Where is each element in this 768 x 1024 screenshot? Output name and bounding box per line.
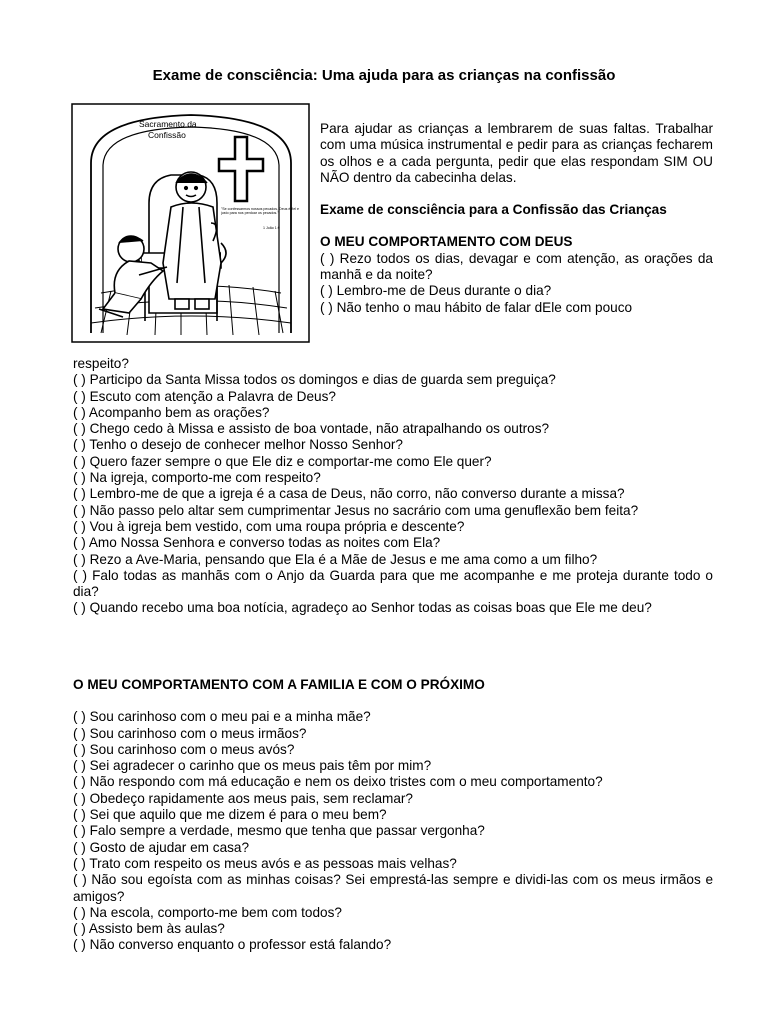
confession-illustration (71, 103, 310, 343)
intro-paragraph: Para ajudar as crianças a lembrarem de suas faltas. Trabalhar com uma música instrumental e pedir para as crianças fecharem os olhos e a cada pergunta, pedir que elas respondam SIM OU NÃO dentro da cabecinha delas. (320, 121, 713, 185)
checklist-item: ( ) Não passo pelo altar sem cumprimentar Jesus no sacrário com uma genuflexão bem feita? (73, 502, 639, 518)
checklist-item: ( ) Sei que aquilo que me dizem é para o meu bem? (73, 807, 387, 823)
checklist-item: ( ) Rezo a Ave-Maria, pensando que Ela é a Mãe de Jesus e me ama como a um filho? (73, 551, 598, 567)
checklist-item: ( ) Sou carinhoso com o meu pai e a minha mãe? (73, 709, 371, 725)
section1-heading: O MEU COMPORTAMENTO COM DEUS (320, 234, 573, 250)
checklist-item: ( ) Rezo todos os dias, devagar e com atenção, as orações da manhã e da noite? (320, 250, 713, 283)
checklist-item: ( ) Lembro-me de Deus durante o dia? (320, 283, 552, 299)
checklist-item: ( ) Tenho o desejo de conhecer melhor Nosso Senhor? (73, 437, 403, 453)
checklist-item: ( ) Não respondo com má educação e nem os deixo tristes com o meu comportamento? (73, 774, 603, 790)
checklist-item: ( ) Chego cedo à Missa e assisto de boa vontade, não atrapalhando os outros? (73, 421, 550, 437)
checklist-item: ( ) Na escola, comporto-me bem com todos? (73, 904, 342, 920)
illustration-reference: 1 João 1:9 (263, 226, 280, 230)
checklist-item-continuation: respeito? (73, 356, 129, 371)
intro-subtitle: Exame de consciência para a Confissão das Crianças (320, 202, 667, 218)
section2-list (73, 677, 713, 954)
checklist-item: ( ) Amo Nossa Senhora e converso todas as noites com Ela? (73, 535, 441, 551)
checklist-item: ( ) Falo sempre a verdade, mesmo que tenha que passar vergonha? (73, 823, 485, 839)
checklist-item: ( ) Sei agradecer o carinho que os meus pais têm por mim? (73, 758, 432, 774)
section1-list (73, 356, 713, 617)
checklist-item: ( ) Vou à igreja bem vestido, com uma roupa própria e descente? (73, 518, 465, 534)
checklist-item: ( ) Trato com respeito os meus avós e as pessoas mais velhas? (73, 855, 457, 871)
checklist-item: ( ) Não converso enquanto o professor está falando? (73, 937, 392, 953)
checklist-item: ( ) Sou carinhoso com o meus avós? (73, 741, 295, 757)
checklist-item: ( ) Não tenho o mau hábito de falar dEle com pouco (320, 299, 633, 315)
checklist-item: ( ) Quero fazer sempre o que Ele diz e comportar-me como Ele quer? (73, 453, 492, 469)
checklist-item: ( ) Falo todas as manhãs com o Anjo da Guarda para que me acompanhe e me proteja durante todo o dia? (73, 567, 713, 600)
checklist-item: ( ) Lembro-me de que a igreja é a casa de Deus, não corro, não converso durante a missa? (73, 486, 625, 502)
illustration-quote: "Se confessarmos nossos pecados, Deus é fiel e justo para nos perdoar os pecados." (221, 207, 299, 216)
checklist-item: ( ) Escuto com atenção a Palavra de Deus? (73, 388, 336, 404)
checklist-item: ( ) Sou carinhoso com o meus irmãos? (73, 725, 307, 741)
checklist-item: ( ) Participo da Santa Missa todos os domingos e dias de guarda sem preguiça? (73, 372, 556, 388)
illustration-caption-line1: Sacramento da (139, 119, 197, 129)
checklist-item: ( ) Não sou egoísta com as minhas coisas? Sei emprestá-las sempre e dividi-las com os meus irmãos e amigos? (73, 872, 713, 904)
checklist-item: ( ) Assisto bem às aulas? (73, 921, 225, 937)
page-title: Exame de consciência: Uma ajuda para as crianças na confissão (152, 67, 616, 84)
checklist-item: ( ) Obedeço rapidamente aos meus pais, sem reclamar? (73, 790, 413, 806)
checklist-item: ( ) Quando recebo uma boa notícia, agradeço ao Senhor todas as coisas boas que Ele me deu? (73, 600, 652, 616)
checklist-item: ( ) Acompanho bem as orações? (73, 404, 270, 420)
intro-block (320, 121, 713, 316)
section2-heading: O MEU COMPORTAMENTO COM A FAMILIA E COM O PRÓXIMO (73, 677, 485, 692)
checklist-item: ( ) Gosto de ajudar em casa? (73, 839, 250, 855)
illustration-caption-line2: Confissão (148, 130, 186, 140)
checklist-item: ( ) Na igreja, comporto-me com respeito? (73, 470, 321, 486)
